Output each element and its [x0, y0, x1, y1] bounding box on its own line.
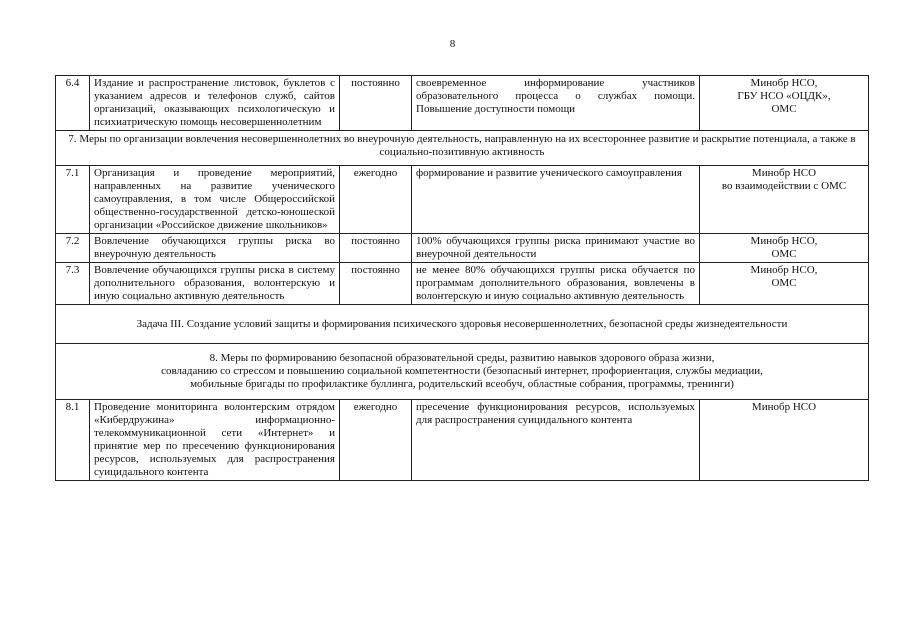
term-cell: постоянно — [340, 76, 412, 131]
responsible-cell: Минобр НСО, ОМС — [700, 263, 869, 305]
table-row — [56, 263, 869, 305]
activity-cell: Вовлечение обучающихся группы риска в систему дополнительного образования, волонтерскую и иную социально активную деятельность — [90, 263, 340, 305]
section-heading: 8. Меры по формированию безопасной образовательной среды, развитию навыков здорового образа жизни, совладанию со стрессом и повышению социальной компетентности (безопасный интернет, профориентация, службы медиации, мобильные бригады по профилактике буллинга, родительский всеобуч, областные собрания, программы, тренинги) — [56, 344, 869, 400]
table-row — [56, 400, 869, 481]
section-heading: 7. Меры по организации вовлечения несовершеннолетних во внеурочную деятельность, направленную на их всестороннее развитие и раскрытие потенциала, а также в социально-позитивную активность — [56, 131, 869, 166]
result-cell: пресечение функционирования ресурсов, используемых для распространения суицидального контента — [412, 400, 700, 481]
item-number: 6.4 — [56, 76, 90, 131]
item-number: 7.3 — [56, 263, 90, 305]
term-cell: ежегодно — [340, 400, 412, 481]
term-cell: постоянно — [340, 234, 412, 263]
result-cell: своевременное информирование участников образовательного процесса о службах помощи. Повышение доступности помощи — [412, 76, 700, 131]
section-heading-row — [56, 131, 869, 166]
activity-cell: Издание и распространение листовок, буклетов с указанием адресов и телефонов служб, сайтов организаций, оказывающих психологическую и психиатрическую помощь несовершеннолетним — [90, 76, 340, 131]
result-cell: формирование и развитие ученического самоуправления — [412, 166, 700, 234]
item-number: 7.1 — [56, 166, 90, 234]
result-cell: не менее 80% обучающихся группы риска обучается по программам дополнительного образования, вовлечены в волонтерскую и иную социально активную деятельность — [412, 263, 700, 305]
activity-cell: Проведение мониторинга волонтерским отрядом «Кибердружина» информационно-телекоммуникационной сети «Интернет» и принятие мер по пресечению функционирования ресурсов, используемых для распространения суицидального контента — [90, 400, 340, 481]
term-cell: ежегодно — [340, 166, 412, 234]
page-number: 8 — [449, 38, 456, 50]
measures-table — [55, 75, 869, 481]
responsible-cell: Минобр НСО — [700, 400, 869, 481]
table-row — [56, 234, 869, 263]
table-row — [56, 76, 869, 131]
term-cell: постоянно — [340, 263, 412, 305]
responsible-cell: Минобр НСО, ОМС — [700, 234, 869, 263]
task-heading: Задача III. Создание условий защиты и формирования психического здоровья несовершеннолетних, безопасной среды жизнедеятельности — [56, 305, 869, 344]
table-row — [56, 166, 869, 234]
responsible-cell: Минобр НСО во взаимодействии с ОМС — [700, 166, 869, 234]
item-number: 7.2 — [56, 234, 90, 263]
result-cell: 100% обучающихся группы риска принимают участие во внеурочной деятельности — [412, 234, 700, 263]
activity-cell: Вовлечение обучающихся группы риска во внеурочную деятельность — [90, 234, 340, 263]
task-heading-row — [56, 305, 869, 344]
item-number: 8.1 — [56, 400, 90, 481]
responsible-cell: Минобр НСО, ГБУ НСО «ОЦДК», ОМС — [700, 76, 869, 131]
section-heading-row — [56, 344, 869, 400]
activity-cell: Организация и проведение мероприятий, направленных на развитие ученического самоуправления, в том числе Общероссийской общественно-государственной детско-юношеской организации «Российское движение школьников» — [90, 166, 340, 234]
